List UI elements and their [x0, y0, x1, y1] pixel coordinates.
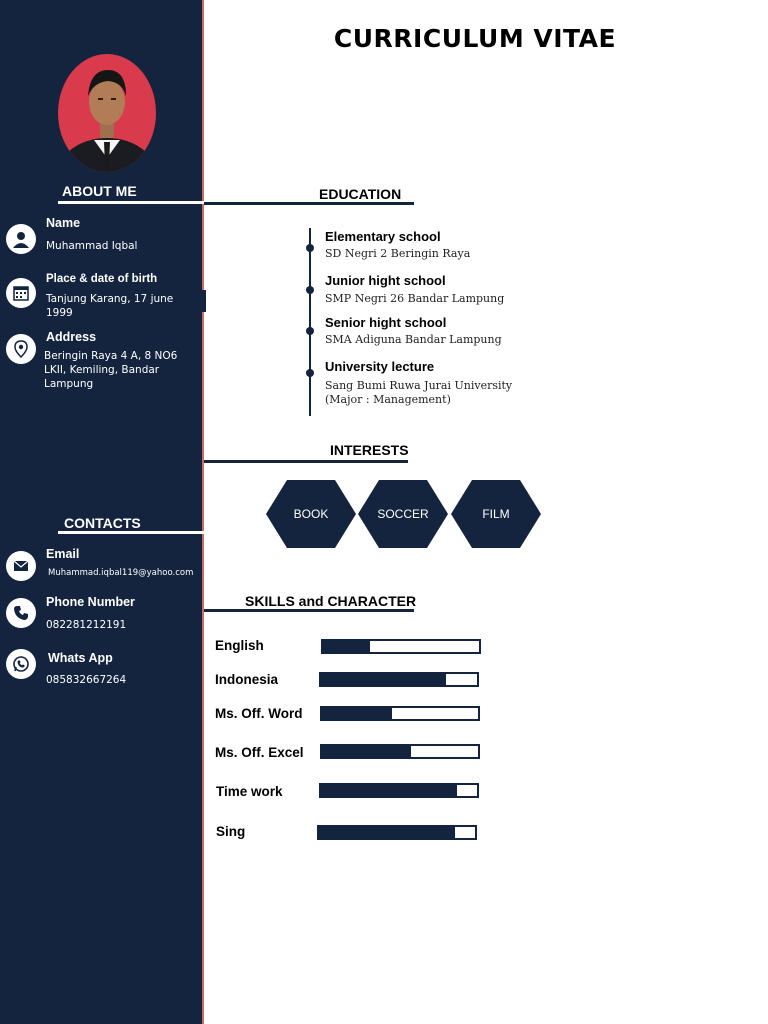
whatsapp-value: 085832667264	[46, 674, 127, 686]
skills-heading: SKILLS and CHARACTER	[245, 593, 417, 609]
skill-bar	[320, 744, 480, 759]
phone-value: 082281212191	[46, 619, 127, 631]
birth-value: Tanjung Karang, 17 june 1999	[46, 293, 174, 319]
person-photo-illustration	[58, 54, 156, 172]
education-item-detail: SMA Adiguna Bandar Lampung	[325, 333, 502, 346]
sidebar	[0, 0, 204, 1024]
address-label: Address	[46, 330, 97, 344]
birth-label: Place & date of birth	[46, 273, 158, 285]
interests-divider	[204, 460, 408, 463]
profile-photo	[58, 54, 156, 172]
whatsapp-icon	[6, 649, 36, 679]
location-pin-icon	[6, 334, 36, 364]
interest-label: BOOK	[293, 507, 329, 521]
contacts-divider	[58, 531, 204, 534]
timeline-dot	[306, 327, 314, 335]
email-label: Email	[46, 547, 80, 561]
address-line-3: Lampung	[44, 378, 94, 390]
calendar-icon	[6, 278, 36, 308]
address-line-1: Beringin Raya 4 A, 8 NO6	[44, 350, 178, 362]
skill-bar	[317, 825, 477, 840]
skill-fill	[323, 641, 370, 652]
address-line-2: LKII, Kemiling, Bandar	[44, 364, 160, 376]
interest-label: FILM	[482, 507, 510, 521]
email-icon	[6, 551, 36, 581]
education-item-title: Elementary school	[325, 229, 441, 244]
education-item-title: Senior hight school	[325, 315, 447, 330]
name-value: Muhammad Iqbal	[46, 240, 138, 252]
skill-bar	[319, 672, 479, 687]
skill-bar	[321, 639, 481, 654]
education-item-title: University lecture	[325, 359, 435, 374]
skill-label: English	[215, 638, 264, 653]
skill-label: Indonesia	[215, 672, 279, 687]
skill-fill	[322, 746, 411, 757]
education-item-detail: Sang Bumi Ruwa Jurai University	[325, 379, 513, 392]
interest-label: SOCCER	[377, 507, 429, 521]
about-me-divider	[58, 201, 204, 204]
skill-fill	[322, 708, 392, 719]
skill-bar	[319, 783, 479, 798]
skill-label: Ms. Off. Word	[215, 706, 303, 721]
education-item-detail: SMP Negri 26 Bandar Lampung	[325, 292, 505, 305]
contacts-heading: CONTACTS	[64, 515, 141, 531]
timeline-dot	[306, 244, 314, 252]
skills-divider	[204, 609, 414, 612]
interest-hexagon	[265, 479, 357, 549]
interests-heading: INTERESTS	[330, 442, 409, 458]
timeline-dot	[306, 286, 314, 294]
person-icon	[6, 224, 36, 254]
education-heading: EDUCATION	[319, 186, 402, 202]
timeline-dot	[306, 369, 314, 377]
skill-label: Sing	[216, 824, 246, 839]
skill-label: Time work	[216, 784, 283, 799]
page-title: CURRICULUM VITAE	[333, 24, 617, 53]
interest-hexagon	[450, 479, 542, 549]
phone-icon	[6, 598, 36, 628]
education-item-title: Junior hight school	[325, 273, 446, 288]
education-timeline	[309, 228, 311, 416]
name-label: Name	[46, 216, 81, 230]
about-me-heading: ABOUT ME	[62, 183, 137, 199]
skill-fill	[319, 827, 455, 838]
interest-hexagon	[357, 479, 449, 549]
phone-label: Phone Number	[46, 595, 135, 609]
skill-fill	[321, 674, 446, 685]
email-value: Muhammad.iqbal119@yahoo.com	[48, 568, 194, 578]
skill-fill	[321, 785, 457, 796]
skill-bar	[320, 706, 480, 721]
education-item-detail: SD Negri 2 Beringin Raya	[325, 247, 471, 260]
skill-label: Ms. Off. Excel	[215, 745, 304, 760]
education-divider	[204, 202, 414, 205]
sidebar-tab-extension	[190, 290, 206, 312]
whatsapp-label: Whats App	[48, 651, 113, 665]
education-item-detail: (Major : Management)	[325, 393, 451, 406]
